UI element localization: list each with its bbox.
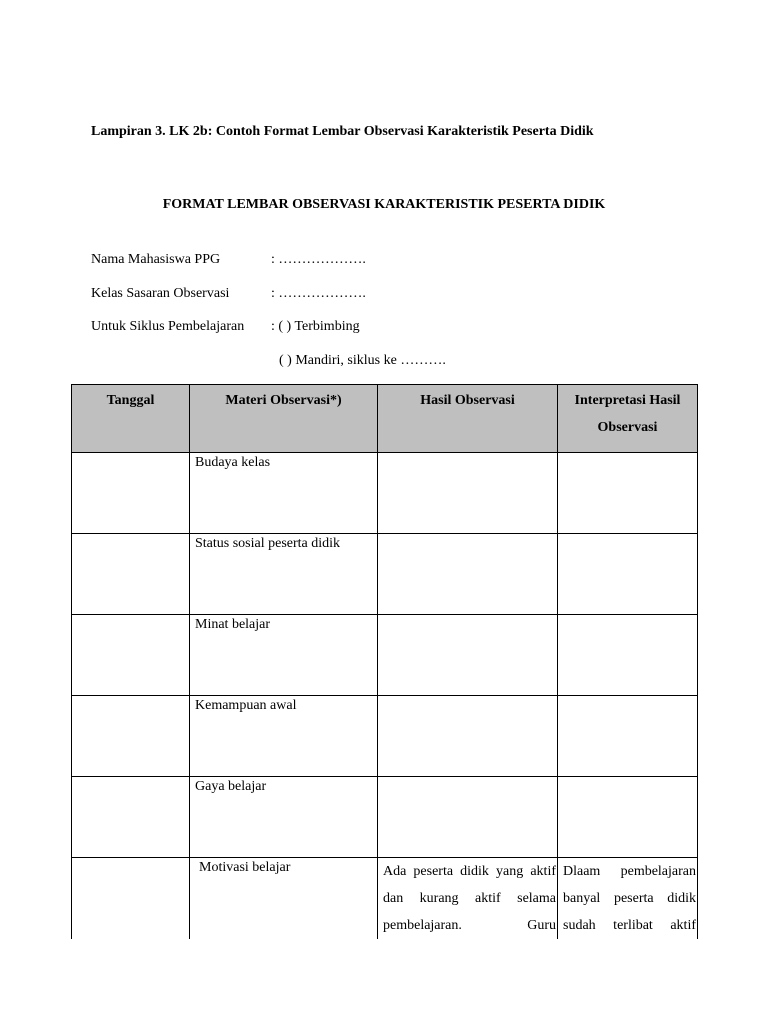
kelas-label: Kelas Sasaran Observasi [91, 286, 230, 301]
cell-hasil [378, 453, 558, 534]
cell-materi: Status sosial peserta didik [190, 534, 378, 615]
cell-tanggal [72, 453, 190, 534]
cell-tanggal [72, 696, 190, 777]
cell-tanggal [72, 858, 190, 940]
cell-hasil [378, 615, 558, 696]
cell-interpretasi: Dlaam pembelajaran banyal peserta didik sudah terlibat aktif [558, 858, 698, 940]
table-row [72, 696, 698, 777]
table-row [72, 534, 698, 615]
cell-hasil [378, 696, 558, 777]
cell-hasil [378, 777, 558, 858]
cell-interpretasi [558, 696, 698, 777]
cell-interpretasi [558, 615, 698, 696]
siklus-option-terbimbing: : ( ) Terbimbing [271, 319, 360, 334]
cell-tanggal [72, 615, 190, 696]
table-row [72, 858, 698, 940]
cell-materi: Budaya kelas [190, 453, 378, 534]
cell-materi: Minat belajar [190, 615, 378, 696]
header-tanggal: Tanggal [72, 385, 190, 453]
siklus-label: Untuk Siklus Pembelajaran [91, 319, 245, 334]
nama-value: : ………………. [271, 252, 366, 267]
appendix-heading: Lampiran 3. LK 2b: Contoh Format Lembar Observasi Karakteristik Peserta Didik [91, 124, 594, 139]
nama-label: Nama Mahasiswa PPG [91, 252, 221, 267]
table-header-row [72, 385, 698, 453]
cell-interpretasi [558, 453, 698, 534]
observation-table [71, 384, 698, 939]
kelas-value: : ………………. [271, 286, 366, 301]
table-row [72, 777, 698, 858]
table-row [72, 615, 698, 696]
cell-interpretasi [558, 534, 698, 615]
page-title: FORMAT LEMBAR OBSERVASI KARAKTERISTIK PESERTA DIDIK [162, 197, 606, 212]
cell-tanggal [72, 777, 190, 858]
cell-hasil [378, 534, 558, 615]
header-interpretasi: Interpretasi Hasil Observasi [558, 385, 698, 453]
siklus-option-mandiri: ( ) Mandiri, siklus ke ………. [279, 353, 446, 368]
header-materi: Materi Observasi*) [190, 385, 378, 453]
cell-materi: Kemampuan awal [190, 696, 378, 777]
cell-interpretasi [558, 777, 698, 858]
cell-tanggal [72, 534, 190, 615]
cell-materi: Gaya belajar [190, 777, 378, 858]
cell-materi: Motivasi belajar [190, 858, 378, 940]
table-row [72, 453, 698, 534]
header-hasil: Hasil Observasi [378, 385, 558, 453]
cell-hasil: Ada peserta didik yang aktif dan kurang aktif selama pembelajaran. Guru [378, 858, 558, 940]
